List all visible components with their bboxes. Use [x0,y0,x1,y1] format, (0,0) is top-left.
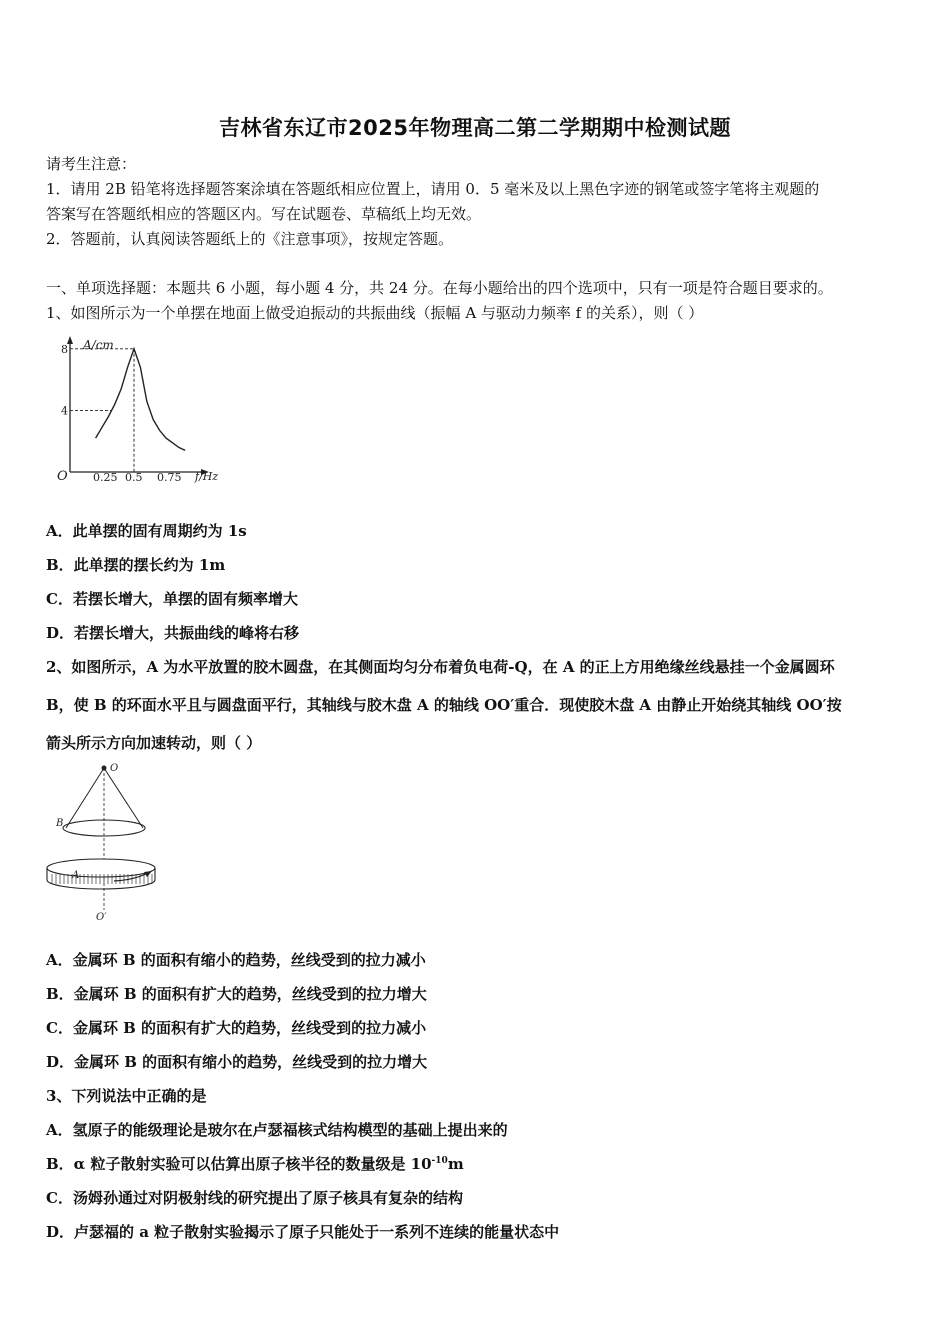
q2-option-b[interactable]: B．金属环 B 的面积有扩大的趋势，丝线受到的拉力增大 [46,985,427,1003]
notice-item-2: 2．答题前，认真阅读答题纸上的《注意事项》，按规定答题。 [46,230,454,248]
resonance-curve-chart [55,332,235,487]
x-tick-label: 0.25 [93,471,118,484]
question-3-stem: 3、下列说法中正确的是 [46,1087,207,1105]
section-1-header: 一、单项选择题：本题共 6 小题，每小题 4 分，共 24 分。在每小题给出的四个选项中，只有一项是符合题目要求的。 [46,279,833,297]
q1-option-d[interactable]: D．若摆长增大，共振曲线的峰将右移 [46,624,300,642]
thread-left [66,768,104,828]
origin-label: O [57,469,68,484]
q3-option-b-exponent: -10 [431,1156,448,1166]
x-tick-label: 0.5 [125,471,143,484]
y-axis-label: A/cm [83,338,114,352]
y-tick-label: 8 [61,342,68,356]
question-2-stem-line-3: 箭头所示方向加速转动，则（ ） [46,734,262,752]
notice-item-1-line-1: 1．请用 2B 铅笔将选择题答案涂填在答题纸相应位置上，请用 0．5 毫米及以上黑色字迹的钢笔或签字笔将主观题的 [46,180,820,198]
q3-option-b-unit: m [447,1155,464,1173]
page-title: 吉林省东辽市2025年物理高二第二学期期中检测试题 [219,116,731,140]
thread-right [104,768,143,828]
disk-ring-diagram [44,760,169,922]
disk-top [47,859,155,877]
q1-option-b[interactable]: B．此单摆的摆长约为 1m [46,556,226,574]
notice-item-1-line-2: 答案写在答题纸相应的答题区内。写在试题卷、草稿纸上均无效。 [46,205,482,223]
question-2-stem-line-2: B，使 B 的环面水平且与圆盘面平行，其轴线与胶木盘 A 的轴线 OO′重合．现使胶木盘 A 由静止开始绕其轴线 OO′按 [46,696,842,714]
q1-option-a[interactable]: A．此单摆的固有周期约为 1s [46,522,247,540]
label-a: A [72,870,80,881]
question-1-stem: 1、如图所示为一个单摆在地面上做受迫振动的共振曲线（振幅 A 与驱动力频率 f 的关系），则（ ） [46,304,704,322]
question-2-stem-line-1: 2、如图所示，A 为水平放置的胶木圆盘，在其侧面均匀分布着负电荷-Q，在 A 的正上方用绝缘丝线悬挂一个金属圆环 [46,658,835,676]
resonance-curve-line [96,349,186,451]
label-o-bottom: O′ [96,912,107,922]
x-axis-label: f/Hz [195,470,219,483]
q2-option-d[interactable]: D．金属环 B 的面积有缩小的趋势，丝线受到的拉力增大 [46,1053,428,1071]
x-tick-label: 0.75 [157,471,182,484]
q2-option-a[interactable]: A．金属环 B 的面积有缩小的趋势，丝线受到的拉力减小 [46,951,426,969]
q3-option-d[interactable]: D．卢瑟福的 a 粒子散射实验揭示了原子只能处于一系列不连续的能量状态中 [46,1223,560,1241]
q2-option-c[interactable]: C．金属环 B 的面积有扩大的趋势，丝线受到的拉力减小 [46,1019,427,1037]
label-o-top: O [110,763,119,774]
y-tick-label: 4 [61,404,68,418]
q3-option-c[interactable]: C．汤姆孙通过对阴极射线的研究提出了原子核具有复杂的结构 [46,1189,463,1207]
q1-option-c[interactable]: C．若摆长增大，单摆的固有频率增大 [46,590,298,608]
q3-option-a[interactable]: A．氢原子的能级理论是玻尔在卢瑟福核式结构模型的基础上提出来的 [46,1121,508,1139]
label-b: B [56,818,64,829]
notice-heading: 请考生注意： [46,155,137,173]
q3-option-b[interactable] [46,1153,464,1174]
q3-option-b-text: B．α 粒子散射实验可以估算出原子核半径的数量级是 10 [46,1155,432,1173]
